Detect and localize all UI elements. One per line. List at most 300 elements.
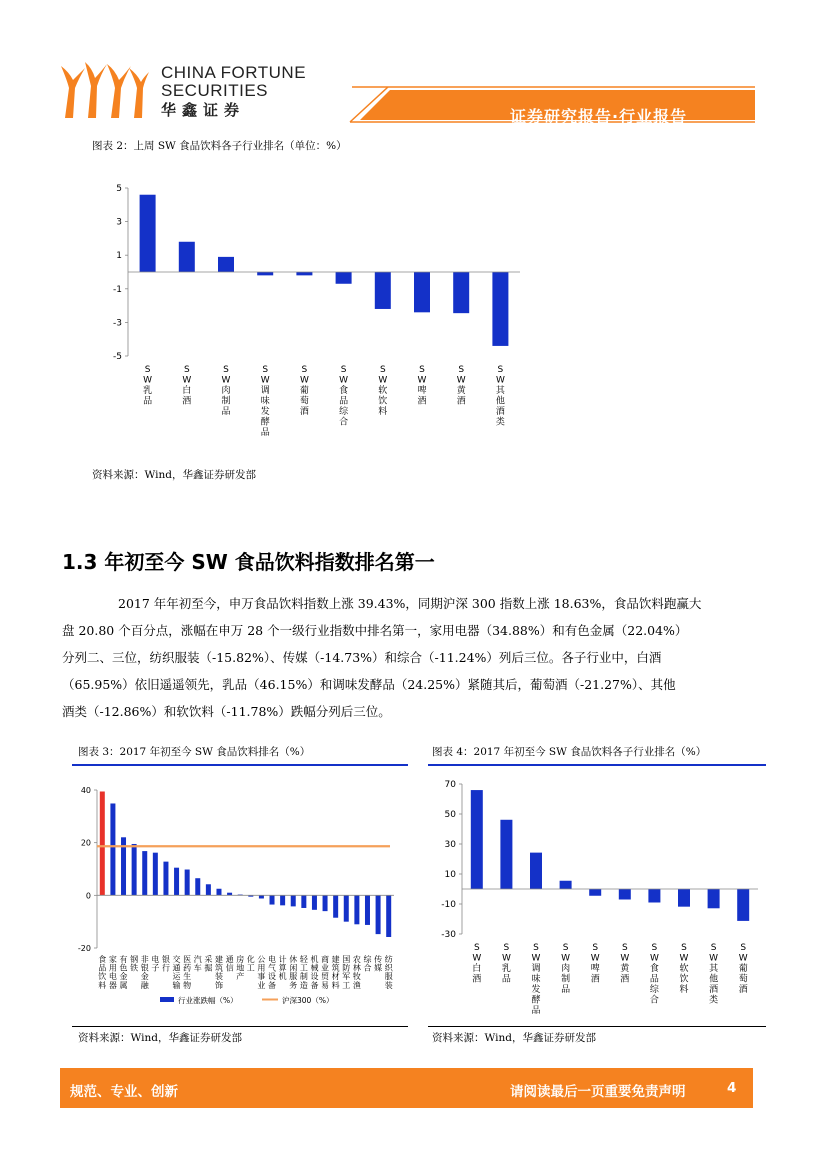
svg-text:料: 料 [679, 985, 689, 995]
svg-text:渔: 渔 [352, 980, 361, 990]
svg-text:防: 防 [342, 963, 351, 973]
svg-text:属: 属 [119, 980, 128, 990]
svg-text:电: 电 [151, 955, 160, 964]
svg-text:算: 算 [278, 963, 287, 973]
svg-text:食: 食 [649, 964, 659, 974]
bar [500, 820, 512, 889]
svg-text:筑: 筑 [331, 963, 340, 973]
svg-text:W: W [561, 953, 571, 964]
category-label [332, 954, 340, 990]
svg-text:S: S [651, 943, 658, 953]
svg-text:家: 家 [108, 955, 117, 964]
svg-text:用: 用 [257, 963, 266, 973]
bar [589, 889, 601, 896]
svg-text:萄: 萄 [738, 974, 748, 985]
bar [336, 272, 352, 284]
svg-text:W: W [649, 953, 659, 964]
svg-text:S: S [497, 365, 504, 375]
svg-text:软: 软 [679, 964, 689, 974]
svg-text:品: 品 [561, 985, 571, 995]
para-line: 酒类（-12.86%）和软饮料（-11.78%）跌幅分列后三位。 [62, 704, 391, 719]
svg-text:酒: 酒 [620, 974, 630, 985]
svg-text:汽: 汽 [193, 955, 202, 964]
svg-text:通: 通 [172, 963, 181, 973]
bar [492, 272, 508, 346]
svg-text:备: 备 [310, 980, 319, 990]
svg-text:发: 发 [260, 407, 270, 417]
svg-text:料: 料 [378, 407, 388, 417]
fig4-chart [428, 770, 766, 1020]
y-tick-label: 30 [444, 840, 456, 850]
svg-text:装: 装 [214, 972, 223, 982]
bar [365, 895, 370, 925]
bar [354, 895, 359, 924]
svg-text:酒: 酒 [456, 396, 466, 407]
bar [270, 895, 275, 904]
svg-text:非: 非 [140, 955, 149, 964]
svg-text:有: 有 [119, 955, 128, 964]
svg-text:气: 气 [268, 963, 277, 973]
svg-text:W: W [709, 953, 719, 964]
svg-text:W: W [221, 375, 231, 386]
bar [301, 895, 306, 908]
svg-text:输: 输 [172, 980, 181, 990]
svg-text:W: W [143, 375, 153, 386]
svg-text:酒: 酒 [495, 407, 505, 417]
svg-text:S: S [621, 943, 628, 953]
svg-text:工: 工 [299, 963, 308, 973]
fig3-chart [72, 770, 408, 1020]
bar [312, 895, 317, 909]
svg-text:房: 房 [236, 955, 245, 964]
svg-text:运: 运 [172, 972, 181, 982]
svg-text:W: W [417, 375, 427, 386]
category-label [143, 365, 152, 407]
bar [132, 844, 137, 895]
svg-text:饰: 饰 [214, 980, 223, 990]
svg-text:轻: 轻 [299, 955, 308, 964]
svg-text:饮: 饮 [378, 396, 388, 407]
svg-text:军: 军 [342, 972, 351, 982]
category-label [162, 954, 170, 973]
svg-text:务: 务 [289, 980, 298, 990]
svg-text:其: 其 [709, 964, 719, 974]
bar [174, 868, 179, 896]
svg-text:萄: 萄 [299, 396, 309, 407]
bar [678, 889, 690, 907]
svg-text:综: 综 [339, 407, 349, 417]
logo-text-en-2: SECURITIES [161, 81, 269, 100]
svg-text:电: 电 [268, 955, 277, 964]
para-line: 2017 年年初至今，申万食品饮料指数上涨 39.43%，同期沪深 300 指数上涨 18.63%，食品饮料跑赢大 [118, 596, 702, 611]
svg-text:车: 车 [193, 963, 202, 973]
svg-text:酒: 酒 [709, 985, 719, 995]
bar [333, 895, 338, 917]
bar [280, 895, 285, 905]
svg-text:葡: 葡 [738, 964, 748, 974]
svg-text:W: W [339, 375, 349, 386]
svg-text:S: S [223, 365, 229, 375]
footer-disclaimer-note: 请阅读最后一页重要免责声明 [510, 1084, 686, 1100]
svg-text:公: 公 [257, 955, 266, 964]
svg-text:W: W [531, 953, 541, 964]
svg-text:酒: 酒 [590, 974, 600, 985]
svg-text:银: 银 [161, 955, 170, 964]
svg-text:金: 金 [140, 972, 149, 982]
svg-text:制: 制 [221, 396, 231, 407]
svg-text:S: S [419, 365, 425, 375]
category-label [300, 954, 309, 990]
svg-text:休: 休 [289, 955, 298, 964]
category-label [342, 955, 350, 990]
svg-text:酒: 酒 [738, 985, 748, 995]
svg-text:黄: 黄 [620, 964, 630, 974]
y-tick-label: -1 [113, 284, 122, 295]
svg-text:牧: 牧 [352, 972, 361, 982]
category-label [221, 365, 230, 417]
bar [708, 889, 720, 908]
svg-text:酵: 酵 [260, 417, 270, 428]
svg-text:饮: 饮 [679, 974, 689, 985]
svg-text:味: 味 [260, 396, 270, 407]
svg-text:W: W [299, 375, 309, 386]
svg-text:物: 物 [183, 980, 192, 990]
svg-text:采: 采 [204, 955, 213, 964]
svg-text:S: S [533, 943, 539, 953]
bar [185, 870, 190, 896]
category-label [261, 365, 270, 438]
category-label [591, 943, 600, 985]
bar [453, 272, 469, 313]
category-label [268, 954, 276, 990]
svg-text:啤: 啤 [417, 386, 427, 396]
svg-text:药: 药 [183, 963, 192, 973]
fig4-bottom-rule [428, 1026, 766, 1027]
svg-text:W: W [501, 953, 511, 964]
y-tick-label: -10 [441, 900, 456, 910]
svg-text:装: 装 [384, 980, 393, 990]
bar [216, 889, 221, 896]
svg-text:钢: 钢 [130, 955, 139, 964]
category-label [279, 954, 287, 981]
category-label [289, 954, 297, 990]
svg-text:械: 械 [310, 963, 319, 973]
svg-text:合: 合 [363, 963, 372, 973]
svg-text:融: 融 [140, 980, 149, 990]
svg-text:W: W [182, 375, 192, 386]
svg-text:通: 通 [225, 955, 234, 964]
category-label [502, 943, 511, 985]
svg-text:类: 类 [709, 995, 719, 1006]
svg-text:林: 林 [352, 963, 361, 973]
category-label [173, 954, 182, 990]
bar [257, 272, 273, 275]
category-label [709, 943, 719, 1006]
svg-text:S: S [503, 943, 510, 953]
bar [375, 272, 391, 309]
y-tick-label: 40 [80, 786, 91, 795]
svg-text:农: 农 [352, 955, 361, 964]
svg-text:葡: 葡 [299, 386, 309, 396]
category-label [182, 365, 191, 407]
fig2-source: 资料来源：Wind，华鑫证券研发部 [92, 469, 256, 481]
svg-text:软: 软 [378, 386, 388, 396]
svg-text:W: W [378, 375, 388, 386]
svg-text:W: W [679, 953, 689, 964]
svg-text:S: S [592, 943, 599, 953]
svg-text:器: 器 [108, 980, 117, 990]
bar [471, 790, 483, 889]
svg-text:织: 织 [384, 963, 393, 973]
svg-text:地: 地 [236, 963, 245, 973]
category-label [679, 943, 688, 995]
report-type-banner: 证券研究报告·行业报告 [510, 107, 688, 126]
svg-text:食: 食 [339, 386, 349, 396]
svg-text:酒: 酒 [182, 396, 192, 407]
svg-text:综: 综 [363, 955, 372, 964]
category-label [98, 954, 106, 990]
svg-text:品: 品 [501, 974, 511, 985]
category-label [374, 954, 382, 973]
svg-text:用: 用 [108, 963, 117, 973]
fig3-top-rule [72, 764, 408, 766]
svg-text:化: 化 [246, 955, 255, 964]
svg-text:电: 电 [108, 972, 117, 982]
svg-text:计: 计 [278, 955, 287, 964]
svg-text:交: 交 [172, 955, 181, 964]
svg-text:黄: 黄 [456, 386, 466, 396]
svg-text:合: 合 [339, 417, 349, 428]
logo-text-cn: 华鑫证券 [161, 101, 246, 119]
svg-text:啤: 啤 [590, 964, 600, 974]
svg-text:品: 品 [143, 396, 153, 407]
svg-text:品: 品 [98, 963, 107, 973]
svg-text:信: 信 [225, 963, 234, 973]
svg-text:事: 事 [257, 972, 266, 982]
svg-text:医: 医 [183, 955, 192, 964]
y-tick-label: 20 [80, 838, 91, 848]
category-label [109, 954, 117, 990]
bar [206, 884, 211, 895]
svg-text:乳: 乳 [501, 964, 511, 974]
svg-text:材: 材 [331, 972, 340, 982]
bar [100, 792, 105, 896]
y-tick-label: 0 [85, 891, 91, 901]
bar [560, 881, 572, 889]
svg-text:W: W [495, 375, 505, 386]
svg-text:行: 行 [161, 963, 170, 973]
category-label [226, 954, 234, 973]
svg-text:工: 工 [342, 980, 351, 990]
svg-text:S: S [458, 365, 465, 375]
bar [179, 242, 195, 272]
bar [259, 895, 264, 898]
category-label [531, 943, 540, 1016]
svg-text:铁: 铁 [130, 963, 139, 973]
category-label [321, 954, 330, 990]
svg-text:综: 综 [649, 985, 659, 995]
legend-label-line: 沪深300（%） [282, 996, 334, 1005]
bar [737, 889, 749, 921]
svg-text:建: 建 [331, 955, 340, 964]
svg-text:传: 传 [374, 955, 383, 964]
svg-text:酒: 酒 [417, 396, 427, 407]
footer-slogan: 规范、专业、创新 [70, 1084, 178, 1100]
category-label [120, 954, 128, 990]
category-label [650, 943, 660, 1006]
svg-text:调: 调 [531, 964, 541, 974]
svg-text:色: 色 [119, 963, 128, 973]
svg-text:S: S [301, 365, 308, 375]
svg-text:服: 服 [289, 972, 298, 982]
svg-text:W: W [590, 953, 600, 964]
svg-text:肉: 肉 [561, 964, 571, 974]
svg-text:S: S [710, 943, 717, 953]
category-label [300, 365, 309, 417]
svg-text:白: 白 [472, 964, 482, 974]
svg-text:S: S [740, 943, 747, 953]
svg-text:饮: 饮 [98, 972, 107, 982]
svg-text:贸: 贸 [321, 972, 330, 982]
category-label [339, 365, 349, 428]
svg-text:S: S [473, 943, 480, 953]
category-label [247, 954, 255, 973]
bar [619, 889, 631, 900]
bar [386, 895, 391, 937]
category-label [151, 954, 159, 973]
fig3-bottom-rule [72, 1026, 408, 1027]
svg-text:闲: 闲 [289, 963, 298, 973]
svg-text:酒: 酒 [299, 407, 309, 417]
svg-text:子: 子 [151, 963, 160, 973]
y-tick-label: -20 [77, 944, 91, 953]
svg-text:设: 设 [310, 972, 319, 982]
svg-text:乳: 乳 [143, 386, 153, 396]
y-tick-label: 10 [444, 870, 456, 880]
svg-text:调: 调 [260, 386, 270, 396]
svg-text:食: 食 [98, 955, 107, 964]
svg-text:筑: 筑 [214, 963, 223, 973]
para-line: 分列二、三位，纺织服装（-15.82%）、传媒（-14.73%）和综合（-11.24%）列后三位。各子行业中，白酒 [62, 650, 662, 665]
svg-text:制: 制 [561, 974, 571, 985]
svg-text:金: 金 [119, 972, 128, 982]
svg-text:S: S [262, 365, 269, 375]
svg-text:机: 机 [278, 972, 287, 982]
svg-text:他: 他 [495, 396, 505, 407]
svg-text:S: S [562, 943, 569, 953]
logo-text-en-1: CHINA FORTUNE [161, 63, 307, 82]
svg-text:造: 造 [299, 980, 308, 990]
bar [648, 889, 660, 903]
category-label [620, 943, 630, 985]
bar [296, 272, 312, 275]
page-number: 4 [727, 1080, 737, 1096]
company-logo-icon [55, 58, 150, 120]
category-label [472, 943, 481, 985]
bar [291, 895, 296, 906]
y-tick-label: 50 [444, 810, 456, 820]
svg-text:业: 业 [321, 963, 330, 973]
svg-text:业: 业 [257, 980, 266, 990]
svg-text:设: 设 [268, 972, 277, 982]
section-heading: 1.3 年初至今 SW 食品饮料指数排名第一 [62, 550, 435, 574]
bar [153, 853, 158, 896]
svg-text:生: 生 [183, 972, 192, 982]
svg-text:建: 建 [214, 955, 223, 964]
fig3-caption: 图表 3：2017 年初至今 SW 食品饮料排名（%） [78, 746, 311, 758]
svg-text:掘: 掘 [204, 963, 213, 973]
category-label [141, 954, 150, 990]
svg-text:发: 发 [531, 985, 541, 995]
svg-text:S: S [183, 365, 190, 375]
svg-text:品: 品 [531, 1006, 541, 1016]
svg-text:S: S [144, 365, 151, 375]
fig4-caption: 图表 4：2017 年初至今 SW 食品饮料各子行业排名（%） [432, 746, 707, 758]
bar [530, 853, 542, 889]
y-tick-label: 70 [444, 780, 456, 790]
svg-text:W: W [738, 953, 748, 964]
bar [110, 803, 115, 895]
category-label [236, 954, 244, 981]
section-paragraph [62, 590, 762, 725]
svg-text:合: 合 [649, 995, 659, 1006]
category-label [257, 955, 265, 990]
svg-text:易: 易 [321, 980, 330, 990]
y-tick-label: -30 [441, 930, 456, 940]
svg-text:国: 国 [342, 955, 351, 964]
category-label [417, 365, 426, 407]
category-label [130, 954, 138, 973]
svg-text:制: 制 [299, 972, 308, 982]
category-label [561, 943, 570, 995]
bar [140, 195, 156, 272]
category-label [378, 365, 387, 417]
svg-text:服: 服 [384, 972, 393, 982]
category-label [215, 954, 223, 990]
category-label [496, 365, 506, 428]
svg-text:纺: 纺 [384, 955, 393, 964]
bar [218, 257, 234, 272]
svg-text:其: 其 [495, 386, 505, 396]
svg-text:品: 品 [260, 428, 270, 438]
category-label [310, 954, 318, 990]
svg-text:W: W [260, 375, 270, 386]
category-label [457, 365, 467, 407]
svg-text:品: 品 [221, 407, 231, 417]
svg-text:味: 味 [531, 974, 541, 985]
svg-text:酒: 酒 [472, 974, 482, 985]
bar [323, 895, 328, 911]
category-label [363, 954, 372, 973]
category-label [194, 954, 202, 973]
svg-text:工: 工 [246, 963, 255, 973]
fig2-chart [100, 178, 530, 438]
bar [142, 851, 147, 895]
svg-text:他: 他 [709, 974, 719, 985]
bar [163, 862, 168, 896]
y-tick-label: -3 [113, 318, 122, 329]
category-label [385, 954, 394, 990]
category-label [183, 955, 191, 990]
y-tick-label: 3 [116, 217, 122, 228]
y-tick-label: 5 [116, 184, 122, 194]
para-line: （65.95%）依旧遥遥领先，乳品（46.15%）和调味发酵品（24.25%）紧随其后，葡萄酒（-21.27%）、其他 [62, 677, 676, 692]
y-tick-label: -5 [113, 352, 122, 362]
y-tick-label: 1 [116, 251, 122, 262]
bar [195, 878, 200, 895]
fig4-top-rule [428, 764, 766, 766]
legend-label-bar: 行业涨跌幅（%） [178, 996, 238, 1005]
